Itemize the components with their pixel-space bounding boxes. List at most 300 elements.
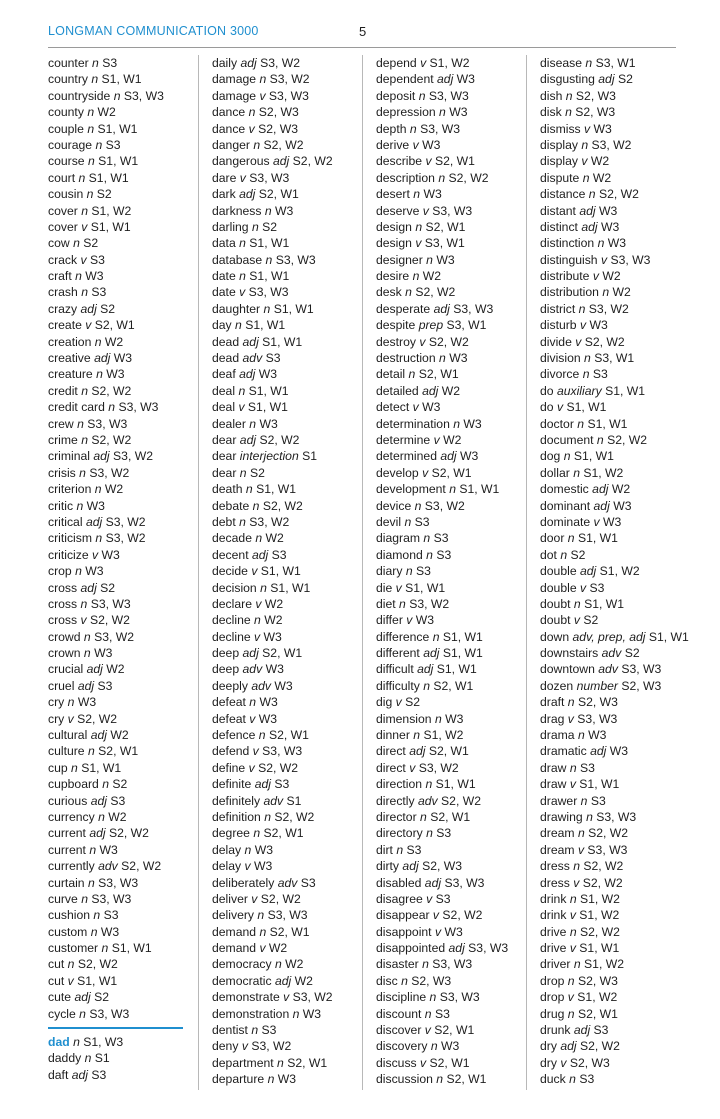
entry-part-of-speech: n [420,809,427,824]
entry-frequency: S3 [590,793,606,808]
entry-headword: disease [540,56,583,70]
entry-headword: directory [376,826,423,841]
entry-headword: crop [48,564,72,579]
entry-headword: difficulty [376,678,420,693]
entry-frequency: S3 [579,1072,595,1087]
dictionary-entry [540,1055,700,1071]
dictionary-entry [48,530,208,546]
entry-part-of-speech: n [91,72,99,87]
dictionary-entry [212,137,372,153]
entry-headword: double [540,580,577,595]
dictionary-entry [48,153,208,169]
entry-headword: discussion [376,1072,433,1087]
entry-headword: dependent [376,72,434,87]
entry-frequency: S2, W2 [77,711,118,726]
entry-part-of-speech: n [584,351,591,366]
entry-part-of-speech: n [449,482,456,497]
entry-headword: dad [48,1035,70,1050]
dictionary-entry [376,252,536,268]
entry-part-of-speech: v [283,990,290,1005]
entry-headword: discovery [376,1039,428,1054]
entry-headword: data [212,236,236,251]
entry-part-of-speech: adv, prep, adj [572,629,646,644]
entry-frequency: S2 [100,301,116,316]
entry-part-of-speech: n [602,285,610,300]
entry-part-of-speech: n [415,219,423,234]
dictionary-entry [540,481,700,497]
dictionary-entry [540,956,700,972]
dictionary-entry [48,432,208,448]
entry-frequency: W2 [104,482,124,497]
entry-part-of-speech: n [253,826,261,841]
entry-part-of-speech: n [259,924,267,939]
entry-frequency: S3 [579,760,595,775]
header-title: LONGMAN COMMUNICATION 3000 [48,24,259,38]
dictionary-entry [540,940,700,956]
entry-part-of-speech: v [395,580,402,595]
dictionary-entry [48,137,208,153]
dictionary-entry [376,203,536,219]
dictionary-entry [212,727,372,743]
entry-headword: disagree [376,891,423,906]
entry-frequency: W2 [268,941,288,956]
entry-part-of-speech: adj [242,334,259,349]
entry-part-of-speech: n [565,88,573,103]
entry-frequency: S2, W1 [430,809,471,824]
dictionary-entry [212,71,372,87]
entry-headword: deal [212,383,236,398]
dictionary-entry [48,858,208,874]
entry-headword: derive [376,137,410,152]
entry-frequency: S2, W1 [263,826,304,841]
entry-frequency: S3, W2 [251,1039,292,1054]
entry-headword: critical [48,514,83,529]
entry-frequency: S3 [435,891,451,906]
entry-headword: defeat [212,711,246,726]
entry-headword: depression [376,105,436,120]
entry-headword: die [376,580,393,595]
entry-headword: describe [376,154,423,169]
entry-frequency: S1, W1 [442,646,483,661]
entry-frequency: W3 [415,613,435,628]
dictionary-entry [540,465,700,481]
entry-headword: couple [48,121,84,136]
entry-frequency: S1, W1 [97,121,138,136]
entry-part-of-speech: adv [263,793,284,808]
entry-frequency: W3 [607,236,627,251]
entry-headword: definition [212,809,261,824]
entry-part-of-speech: n [580,793,588,808]
dictionary-entry [376,973,536,989]
entry-headword: diary [376,564,403,579]
dictionary-entry [48,776,208,792]
entry-part-of-speech: v [556,400,564,415]
entry-headword: creative [48,351,91,366]
entry-frequency: W3 [600,219,620,234]
entry-part-of-speech: v [239,170,246,185]
entry-part-of-speech: n [436,1072,444,1087]
entry-frequency: S2, W2 [258,760,299,775]
entry-frequency: S2, W2 [90,613,130,628]
entry-frequency: S1, W1 [248,383,289,398]
dictionary-entry [212,629,372,645]
entry-headword: display [540,154,578,169]
entry-frequency: S3, W3 [123,88,164,103]
entry-headword: dance [212,121,246,136]
entry-frequency: S2, W2 [108,826,149,841]
entry-frequency: S3, W2 [260,56,301,70]
dictionary-entry [212,563,372,579]
entry-part-of-speech: v [567,711,574,726]
dictionary-entry [540,678,700,694]
entry-headword: dinner [376,728,410,743]
dictionary-entry [48,399,208,415]
dictionary-entry [376,448,536,464]
entry-frequency: S1, W2 [579,891,620,906]
entry-part-of-speech: n [567,531,575,546]
dictionary-entry [48,465,208,481]
entry-part-of-speech: n [84,1051,92,1066]
dictionary-entry [540,137,700,153]
entry-part-of-speech: n [586,809,593,824]
dictionary-entry [48,956,208,972]
column-4 [540,55,700,1088]
entry-headword: crisis [48,465,76,480]
entry-frequency: S2 [262,219,278,234]
entry-headword: date [212,269,236,284]
column-divider [362,55,363,1090]
entry-part-of-speech: v [251,891,258,906]
entry-frequency: S2, W3 [422,859,463,874]
entry-frequency: S1, W1 [435,777,476,792]
entry-frequency: S2, W2 [584,334,625,349]
entry-frequency: W3 [259,695,278,710]
entry-headword: crack [48,252,78,267]
dictionary-entry [540,1006,700,1022]
entry-part-of-speech: adj [89,826,106,841]
entry-headword: court [48,170,76,185]
dictionary-entry [540,989,700,1005]
dictionary-entry [212,383,372,399]
entry-frequency: S2, W2 [292,154,333,169]
entry-frequency: S3, W3 [596,809,637,824]
entry-headword: delay [212,842,242,857]
entry-frequency: S3, W1 [424,236,465,251]
entry-headword: duck [540,1072,566,1087]
entry-frequency: S2, W2 [583,859,624,874]
entry-headword: disaster [376,957,419,972]
entry-headword: delay [212,859,242,874]
entry-part-of-speech: n [81,203,88,218]
entry-headword: depend [376,56,417,70]
entry-headword: depth [376,121,407,136]
entry-part-of-speech: n [396,842,404,857]
dictionary-entry [212,842,372,858]
dictionary-entry [540,825,700,841]
entry-headword: deserve [376,203,420,218]
dictionary-entry [212,301,372,317]
entry-part-of-speech: n [573,596,581,611]
entry-part-of-speech: adj [581,219,598,234]
entry-headword: damage [212,88,257,103]
dictionary-entry [48,809,208,825]
entry-headword: drink [540,891,567,906]
dictionary-entry [540,563,700,579]
dictionary-entry [540,153,700,169]
dictionary-entry [376,891,536,907]
entry-part-of-speech: v [420,1055,427,1070]
entry-frequency: S1, W2 [91,203,132,218]
entry-frequency: S2 [249,465,265,480]
entry-part-of-speech: adj [592,482,609,497]
entry-part-of-speech: n [408,367,416,382]
entry-frequency: W3 [449,105,468,120]
entry-headword: downtown [540,662,595,677]
entry-headword: cover [48,203,78,218]
entry-frequency: S3, W3 [249,170,290,185]
entry-headword: dentist [212,1023,248,1038]
dictionary-entry [376,268,536,284]
entry-frequency: S2, W2 [91,432,132,447]
entry-part-of-speech: adv [251,678,271,693]
entry-frequency: W3 [436,252,455,267]
entry-part-of-speech: n [260,580,267,595]
dictionary-entry [48,481,208,497]
entry-part-of-speech: adj [239,187,256,202]
entry-headword: courage [48,137,93,152]
entry-headword: dispute [540,170,580,185]
dictionary-entry [48,366,208,382]
entry-headword: discuss [376,1055,417,1070]
entry-frequency: W3 [423,187,442,202]
entry-part-of-speech: v [412,400,419,415]
dictionary-entry [48,1034,208,1050]
entry-part-of-speech: adj [275,973,292,988]
entry-part-of-speech: n [423,531,431,546]
dictionary-entry [540,661,700,677]
dictionary-entry [48,760,208,776]
entry-part-of-speech: n [251,1023,259,1038]
entry-part-of-speech: n [567,695,575,710]
entry-headword: drive [540,924,567,939]
entry-frequency: S2, W2 [91,383,132,398]
dictionary-entry [48,661,208,677]
entry-frequency: S3 [406,842,422,857]
entry-frequency: S3, W2 [269,72,310,87]
entry-part-of-speech: v [254,629,261,644]
entry-frequency: S3, W1 [595,56,636,70]
dictionary-entry [376,875,536,891]
entry-part-of-speech: n [430,1039,438,1054]
entry-headword: description [376,170,435,185]
entry-headword: doctor [540,416,574,431]
entry-part-of-speech: n [239,465,247,480]
entry-headword: disappear [376,908,430,923]
entry-headword: crown [48,646,81,661]
dictionary-entry [48,1067,208,1083]
entry-part-of-speech: adv [598,662,618,677]
dictionary-entry [376,334,536,350]
entry-frequency: W2 [441,383,461,398]
dictionary-entry [48,88,208,104]
entry-frequency: S3 [103,908,119,923]
entry-frequency: S2, W3 [577,695,618,710]
dictionary-entry [376,1022,536,1038]
entry-frequency: S1, W1 [405,580,446,595]
dictionary-entry [540,317,700,333]
entry-headword: crowd [48,629,81,644]
dictionary-entry [540,366,700,382]
entry-headword: drag [540,711,565,726]
entry-headword: desperate [376,301,431,316]
entry-frequency: W2 [265,531,284,546]
dictionary-entry [48,334,208,350]
entry-headword: disappointed [376,941,446,956]
dictionary-entry [48,268,208,284]
dictionary-entry [48,514,208,530]
entry-frequency: S1, W3 [83,1035,124,1050]
entry-headword: custom [48,924,88,939]
entry-frequency: S2, W2 [448,170,489,185]
dictionary-entry [48,498,208,514]
entry-part-of-speech: v [569,941,576,956]
entry-part-of-speech: v [434,924,442,939]
entry-part-of-speech: adj [90,793,107,808]
dictionary-entry [540,547,700,563]
entry-frequency: S2, W3 [577,973,618,988]
entry-frequency: S2, W2 [579,924,620,939]
entry-frequency: S3, W3 [262,744,303,759]
entry-headword: destruction [376,351,436,366]
entry-frequency: S2, W1 [577,1006,618,1021]
dictionary-entry [376,186,536,202]
entry-part-of-speech: v [406,613,413,628]
entry-frequency: S3 [414,514,430,529]
entry-part-of-speech: v [251,564,258,579]
entry-frequency: S3 [110,793,126,808]
entry-part-of-speech: prep [418,318,444,333]
entry-frequency: S2, W2 [260,891,301,906]
entry-part-of-speech: n [255,531,263,546]
entry-part-of-speech: n [102,777,109,792]
entry-headword: curve [48,891,78,906]
dictionary-entry [540,612,700,628]
entry-frequency: S2, W2 [263,137,304,152]
entry-headword: develop [376,465,419,480]
entry-part-of-speech: adj [90,728,107,743]
entry-part-of-speech: n [404,514,412,529]
entry-frequency: S1, W1 [436,662,477,677]
dictionary-entry [540,71,700,87]
entry-frequency: S3, W3 [268,88,309,103]
entry-part-of-speech: adv [242,662,263,677]
entry-part-of-speech: n [80,596,88,611]
dictionary-entry [540,645,700,661]
entry-headword: disgusting [540,72,595,87]
entry-headword: design [376,236,412,251]
dictionary-entry [48,317,208,333]
entry-headword: cut [48,973,65,988]
entry-frequency: S2, W2 [415,285,456,300]
entry-frequency: S3, W2 [424,498,465,513]
entry-part-of-speech: n [252,498,260,513]
entry-frequency: S2, W2 [579,1039,620,1054]
entry-part-of-speech: adj [409,744,426,759]
entry-part-of-speech: n [101,941,109,956]
entry-frequency: S2 [624,646,640,661]
entry-headword: defend [212,744,250,759]
dictionary-entry [376,793,536,809]
entry-frequency: S3, W3 [420,121,461,136]
entry-headword: direction [376,777,423,792]
dictionary-entry [48,1050,208,1066]
entry-frequency: W3 [113,351,133,366]
entry-part-of-speech: v [248,121,255,136]
dictionary-entry [212,252,372,268]
dictionary-entry [48,842,208,858]
entry-frequency: W3 [254,842,273,857]
dictionary-entry [376,694,536,710]
entry-headword: double [540,564,577,579]
entry-headword: draw [540,777,567,792]
entry-frequency: S3 [433,531,449,546]
entry-part-of-speech: n [113,88,121,103]
dictionary-entry [540,760,700,776]
dictionary-entry [376,284,536,300]
entry-part-of-speech: v [575,334,582,349]
entry-part-of-speech: n [258,728,266,743]
dictionary-entry [212,399,372,415]
entry-headword: drink [540,908,567,923]
entry-headword: decline [212,629,251,644]
entry-headword: dramatic [540,744,587,759]
entry-frequency: W2 [264,613,283,628]
entry-frequency: S3, W3 [428,88,469,103]
entry-headword: direct [376,744,406,759]
entry-headword: distance [540,187,586,202]
entry-part-of-speech: v [248,760,255,775]
entry-frequency: S3 [261,1023,277,1038]
dictionary-entry [376,71,536,87]
entry-headword: dead [212,334,240,349]
entry-part-of-speech: n [265,252,273,267]
entry-frequency: S1, W1 [605,383,646,398]
dictionary-entry [376,137,536,153]
entry-frequency: W3 [445,711,464,726]
entry-frequency: W3 [85,564,104,579]
entry-part-of-speech: v [92,547,99,562]
entry-frequency: S3, W3 [439,990,480,1005]
dictionary-entry [540,498,700,514]
entry-headword: dog [540,449,561,464]
entry-part-of-speech: n [239,269,246,284]
entry-frequency: S2, W2 [262,498,303,513]
entry-part-of-speech: n [418,88,426,103]
dictionary-entry [376,956,536,972]
entry-headword: disappoint [376,924,432,939]
entry-part-of-speech: n [75,269,82,284]
entry-frequency: S2, W1 [446,1072,487,1087]
entry-headword: distribution [540,285,599,300]
entry-part-of-speech: n [78,170,86,185]
entry-part-of-speech: n [79,1006,86,1021]
entry-frequency: W3 [94,646,113,661]
dictionary-entry [212,153,372,169]
entry-headword: democratic [212,973,272,988]
entry-frequency: W2 [106,662,125,677]
entry-headword: design [376,219,412,234]
entry-frequency: W3 [302,1006,322,1021]
